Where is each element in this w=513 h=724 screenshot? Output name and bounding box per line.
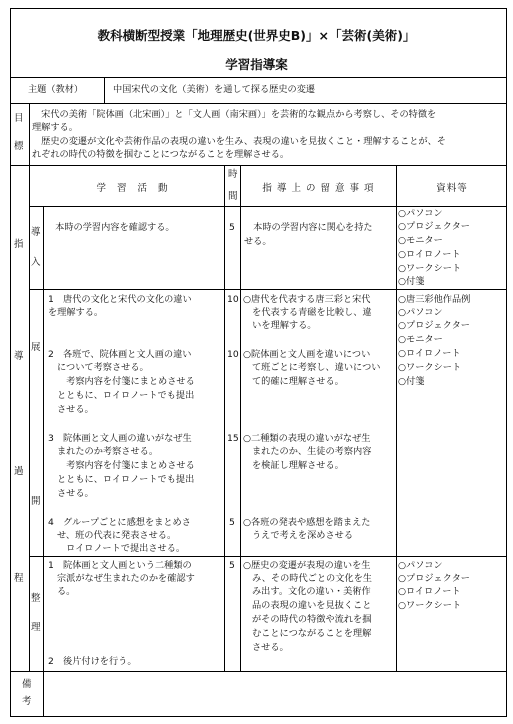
process-label-1: 指 — [14, 239, 24, 250]
objectives-line: れぞれの時代の特徴を掴むことにつながることを理解させる。 — [32, 149, 290, 160]
dev2-notes: ○院体画と文人画を違いについ — [243, 349, 371, 360]
dev3-activity: させる。 — [57, 488, 94, 499]
process-label-3: 過 — [14, 466, 24, 477]
summary-material: ○プロジェクター — [398, 573, 470, 584]
objectives-line: 宋代の美術「院体画（北宋画）」と「文人画（南宋画）」を芸術的な観点から考察し、その特徴を — [32, 109, 437, 120]
summary-notes: 品の表現の違いを見抜くこと — [252, 600, 372, 611]
dev3-activity: とともに、ロイロノートでも提出 — [57, 474, 195, 485]
intro-activity: 本時の学習内容を確認する。 — [46, 222, 175, 233]
theme-value: 中国宋代の文化（美術）を通して探る歴史の変遷 — [113, 84, 316, 95]
dev2-time: 10 — [227, 349, 239, 360]
remarks-label-1: 備 — [22, 679, 32, 690]
summary-activity: 宗派がなぜ生まれたのかを確認す — [57, 573, 195, 584]
dev3-activity: まれたのか考察させる。 — [57, 446, 159, 457]
dev2-notes: て的確に理解させる。 — [252, 376, 344, 387]
intro-time: 5 — [229, 222, 235, 233]
dev-material: ○パソコン — [398, 307, 443, 318]
header-materials: 資料等 — [436, 183, 468, 194]
stage-summary-2: 理 — [31, 622, 41, 633]
header-time-2: 間 — [228, 191, 238, 202]
dev-material: ○ロイロノート — [398, 348, 461, 359]
intro-notes: せる。 — [244, 236, 272, 247]
remarks-label-2: 考 — [22, 696, 32, 707]
intro-material: ○プロジェクター — [398, 221, 470, 232]
stage-intro-2: 入 — [31, 257, 41, 268]
dev-material: ○付箋 — [398, 376, 425, 387]
intro-material: ○モニター — [398, 235, 443, 246]
divider — [43, 671, 44, 717]
stage-dev-1: 展 — [31, 342, 41, 353]
objectives-label-1: 目 — [14, 113, 24, 124]
stage-dev-2: 開 — [31, 496, 41, 507]
intro-material: ○パソコン — [398, 208, 443, 219]
summary-notes: み出す。文化の違い・美術作 — [252, 586, 371, 597]
divider — [396, 165, 397, 671]
summary-activity: 1 院体画と文人画という二種類の — [48, 560, 192, 571]
intro-notes: 本時の学習内容に関心を持た — [244, 222, 373, 233]
header-time-1: 時 — [228, 169, 238, 180]
dev2-activity: 2 各班で、院体画と文人画の違い — [48, 349, 192, 360]
page-title: 教科横断型授業「地理歴史(世界史B)」×「芸術(美術)」 — [97, 28, 416, 43]
divider — [240, 165, 241, 671]
dev-material: ○モニター — [398, 334, 443, 345]
summary-time: 5 — [229, 560, 235, 571]
divider — [10, 165, 507, 166]
divider — [29, 103, 30, 671]
stage-intro-1: 導 — [31, 227, 41, 238]
dev3-activity: 考察内容を付箋にまとめさせる — [57, 460, 195, 471]
process-label-2: 導 — [14, 351, 24, 362]
dev1-notes: を代表する青磁を比較し、違 — [243, 307, 372, 318]
divider — [10, 77, 507, 78]
divider — [10, 103, 507, 104]
dev4-activity: 4 グループごとに感想をまとめさ — [48, 517, 191, 528]
header-notes: 指 導 上 の 留 意 事 項 — [262, 183, 375, 194]
divider — [104, 77, 105, 103]
summary-notes: ○歴史の変遷が表現の違いを生 — [243, 560, 371, 571]
intro-material: ○付箋 — [398, 276, 425, 287]
summary-notes: み、その時代ごとの文化を生 — [252, 573, 372, 584]
objectives-line: 歴史の変遷が文化や芸術作品の表現の違いを生み、表現の違いを見抜くこと・理解することが、そ — [32, 136, 446, 147]
intro-material: ○ロイロノート — [398, 249, 461, 260]
dev4-time: 5 — [229, 517, 235, 528]
divider — [224, 165, 225, 671]
header-activity: 学 習 活 動 — [96, 183, 172, 194]
dev4-notes: ○各班の発表や感想を踏まえた — [243, 517, 371, 528]
dev1-activity: を理解する。 — [48, 307, 104, 318]
dev-material: ○プロジェクター — [398, 320, 470, 331]
dev2-activity: について考察させる。 — [57, 362, 149, 373]
dev2-activity: とともに、ロイロノートでも提出 — [57, 390, 195, 401]
dev3-notes: ○二種類の表現の違いがなぜ生 — [243, 433, 371, 444]
summary-material: ○パソコン — [398, 560, 443, 571]
dev-material: ○ワークシート — [398, 362, 462, 373]
process-label-4: 程 — [14, 573, 24, 584]
dev1-activity: 1 唐代の文化と宋代の文化の違い — [48, 294, 192, 305]
divider — [29, 289, 507, 290]
dev1-time: 10 — [227, 294, 239, 305]
dev-material: ○唐三彩他作品例 — [398, 294, 471, 305]
dev4-activity: せ、班の代表に発表させる。 — [57, 530, 177, 541]
dev1-notes: いを理解する。 — [243, 320, 317, 331]
dev4-notes: うえで考えを深めさせる — [252, 530, 354, 541]
summary-activity-2: 2 後片付けを行う。 — [48, 656, 137, 667]
divider — [10, 671, 507, 672]
page-subtitle: 学習指導案 — [225, 57, 288, 72]
theme-label: 主題（教材） — [28, 84, 84, 95]
divider — [29, 556, 507, 557]
summary-notes: がその時代の特徴や流れを掴 — [252, 614, 372, 625]
dev2-notes: て班ごとに考察し、違いについ — [252, 362, 381, 373]
summary-notes: むことにつながることを理解 — [252, 628, 372, 639]
dev3-activity: 3 院体画と文人画の違いがなぜ生 — [48, 433, 192, 444]
dev3-time: 15 — [227, 433, 239, 444]
summary-activity: る。 — [57, 586, 76, 597]
summary-material: ○ロイロノート — [398, 586, 461, 597]
intro-material: ○ワークシート — [398, 263, 462, 274]
dev3-notes: まれたのか、生徒の考察内容 — [252, 446, 372, 457]
dev3-notes: を検証し理解させる。 — [252, 460, 344, 471]
dev2-activity: させる。 — [57, 404, 94, 415]
stage-summary-1: 整 — [31, 593, 41, 604]
dev2-activity: 考察内容を付箋にまとめさせる — [57, 376, 195, 387]
dev1-notes: ○唐代を代表する唐三彩と宋代 — [243, 294, 371, 305]
summary-notes: させる。 — [252, 642, 289, 653]
summary-material: ○ワークシート — [398, 600, 462, 611]
objectives-line: 理解する。 — [32, 122, 78, 133]
objectives-label-2: 標 — [14, 141, 24, 152]
divider — [43, 206, 44, 671]
dev4-activity: ロイロノートで提出させる。 — [57, 543, 186, 554]
